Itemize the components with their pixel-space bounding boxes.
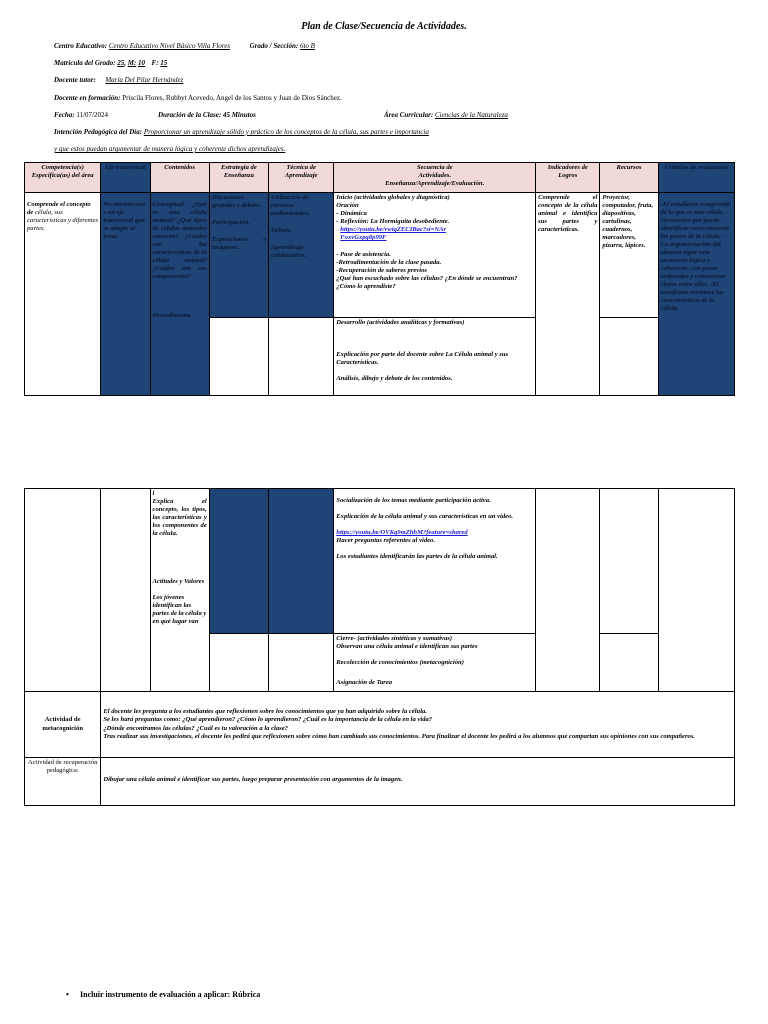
tecnica-cell xyxy=(269,193,334,318)
col-indicadores: Indicadores de Logros xyxy=(536,163,600,193)
inicio-dinamica: - Dinámica xyxy=(336,210,367,218)
recursos-text: Proyector, computador, fruta, diapositivas, cartulinas, cuadernos, marcadores, pizarra, lápices. xyxy=(602,194,654,250)
centro-label: Centro Educativo: xyxy=(54,42,108,50)
col-criterios: Criterios de evaluación xyxy=(658,163,734,193)
desarrollo-cell xyxy=(334,318,536,396)
inicio-retro: -Retroalimentación de la clase pasada. xyxy=(336,259,442,267)
intencion-line1: Proporcionar un aprendizaje sólido y práctico de los conceptos de la célula, sus partes e importancia xyxy=(143,128,429,136)
desarrollo-preguntas: Hacer preguntas referentes al video. xyxy=(336,537,435,545)
col-secuencia xyxy=(334,163,536,193)
f-label: F: xyxy=(151,59,159,67)
inicio-oracion: Oración xyxy=(336,202,359,210)
header-intencion-line xyxy=(54,128,429,136)
desarrollo-explicacion: Explicación por parte del docente sobre La Célula animal y sus Características. xyxy=(336,351,509,367)
header-intencion-line2 xyxy=(54,145,285,153)
page-title: Plan de Clase/Secuencia de Actividades. xyxy=(301,21,467,32)
recursos-cell xyxy=(600,193,658,318)
estrategia-cell xyxy=(209,193,268,318)
criterios-text: -El estudiante comprende de lo que es una célula. -Demuestra que puede identificar correctamente las partes de la célula. -La argumentación del alumno sigue una secuencia lógica y coherente, con pasos ordenados y conexiones claras entre ellos. -El estudiante reconoce las características de la célula. xyxy=(660,201,731,313)
header-fecha-line xyxy=(54,111,108,119)
recuperacion-label: Actividad de recuperación pedagógica: xyxy=(25,758,101,806)
eje-cont xyxy=(101,489,150,692)
docente-formacion-value: Priscila Flores, Rubbyt Acevedo, Angel de los Santos y Juan de Dios Sánchez. xyxy=(122,94,342,102)
col-competencia: Competencia(s) Específica(as) del área xyxy=(25,163,101,193)
tecnica-cont-empty xyxy=(269,634,334,692)
estrategia-1: Discusiones grupales y debate. xyxy=(211,194,261,210)
cierre-observan: Observan una célula animal e identifican sus partes xyxy=(336,643,478,651)
metacognicion-row xyxy=(25,692,735,758)
col-contenidos: Contenidos xyxy=(150,163,209,193)
centro-value: Centro Educativo Nivel Básico Villa Flores xyxy=(108,42,231,50)
cierre-title: Cierre- (actividades sintéticas y sumativas) xyxy=(336,635,453,642)
competencia-bold: Comprende el concepto de xyxy=(27,201,91,217)
desarrollo-title: Desarrollo (actividades analíticas y formativas) xyxy=(336,319,465,326)
metacognicion-line1: El docente les pregunta a los estudiantes que reflexionen sobre los conocimientos que ya han adquirido sobre la célula. xyxy=(103,708,427,716)
main-plan-table xyxy=(24,162,735,396)
intencion-label: Intención Pedagógica del Día: xyxy=(54,128,143,136)
area-label: Área Curricular: xyxy=(384,111,434,119)
tecnica-empty xyxy=(269,318,334,396)
m-value: 10 xyxy=(138,59,146,67)
col-estrategia: Estrategia de Enseñanza xyxy=(209,163,268,193)
docente-tutor-label: Docente tutor: xyxy=(54,76,96,84)
contenidos-cell xyxy=(150,193,209,396)
header-area xyxy=(384,111,508,119)
metacognicion-line2: Se les hará preguntas como: ¿Qué aprendieron? ¿Cómo lo aprendieron? ¿Cuál es la importancia de la célula en la vida? xyxy=(103,716,433,724)
header-formacion-line xyxy=(54,94,342,102)
continuation-table xyxy=(24,488,735,806)
contenidos-cont xyxy=(150,489,209,692)
tecnica-2: Debate. xyxy=(271,227,292,235)
contenidos-actitudes: Actitudes y Valores xyxy=(152,578,205,586)
grado-label: Grado / Sección: xyxy=(249,42,299,50)
matricula-total: 25 xyxy=(117,59,125,67)
header-duracion xyxy=(158,111,256,119)
competencia-rest: célula, sus características y diferentes partes. xyxy=(27,209,99,233)
tecnica-3: Aprendizaje colaborativo. xyxy=(271,244,307,260)
recursos-empty xyxy=(600,318,658,396)
desarrollo-analisis: Análisis, dibujo y debate de los contenidos. xyxy=(336,375,453,383)
criterios-cont xyxy=(658,489,734,692)
recuperacion-row xyxy=(25,758,735,806)
m-label: M: xyxy=(127,59,137,67)
estrategia-cont xyxy=(209,489,268,634)
table-row xyxy=(25,193,735,318)
desarrollo-video: Explicación de la célula animal y sus características en un video. xyxy=(336,513,514,521)
contenidos-explica: Explica el concepto, los tipos, las características y los componentes de la célula. xyxy=(152,498,207,538)
estrategia-2: Participación. xyxy=(211,219,251,227)
area-value: Ciencias de la Naturaleza xyxy=(434,111,508,119)
inicio-reflexion: - Reflexión: La Hormiguita desobediente. xyxy=(336,218,450,226)
inicio-asistencia: - Pase de asistencia. xyxy=(336,251,391,259)
inicio-video-link[interactable]: https://youtu.be/vwigZECIBac?si=NArFoxvGxpg8p99F xyxy=(340,226,447,242)
col-secuencia-l1: Secuencia de xyxy=(416,164,453,171)
cierre-recoleccion: Recolección de conocimientos (metacognición) xyxy=(336,659,464,667)
docente-formacion-label: Docente en formación: xyxy=(54,94,121,102)
table-row xyxy=(25,489,735,634)
cierre-tarea: Asignación de Tarea xyxy=(336,679,393,687)
intencion-line2: y que estos puedan argumentar de manera lógica y coherente dichos aprendizajes. xyxy=(54,145,286,153)
matricula-label: Matrícula del Grado: xyxy=(54,59,116,67)
estrategia-empty xyxy=(209,318,268,396)
indicadores-cell xyxy=(536,193,600,396)
col-secuencia-l3: Enseñanza/Aprendizaje/Evaluación. xyxy=(385,180,485,188)
col-secuencia-l2: Actividades. xyxy=(418,172,452,180)
cierre-cell xyxy=(334,634,536,692)
eje-cell xyxy=(101,193,150,396)
contenidos-conceptual: Conceptual ¿Qué es una célula animal? ¿Qué tipos de células animales conocen? ¿Cuáles son las características de la célula animal? ¿Cuáles son sus componentes? xyxy=(152,201,207,281)
indicadores-text: Comprende el concepto de la célula animal e identifica sus partes y características. xyxy=(538,194,598,234)
criterios-cell xyxy=(658,193,734,396)
inicio-cell xyxy=(334,193,536,318)
competencia-cell xyxy=(25,193,101,396)
estrategia-3: Exposiciones e imágenes. xyxy=(211,236,267,252)
metacognicion-text xyxy=(101,692,735,758)
inicio-title: Inicio (actividades globales y diagnóstica) xyxy=(336,194,450,201)
f-value: 15 xyxy=(160,59,168,67)
inicio-recuperacion: -Recuperación de saberes previos xyxy=(336,267,427,275)
col-recursos: Recursos xyxy=(600,163,658,193)
fecha-label: Fecha: xyxy=(54,111,75,119)
desarrollo-identificar: Los estudiantes identificarán las partes de la célula animal. xyxy=(336,553,498,561)
docente-tutor-value: María Del Pilar Hernández xyxy=(105,76,184,84)
contenidos-cont-l: l xyxy=(152,490,155,497)
indicadores-cont xyxy=(536,489,600,692)
metacognicion-label: Actividad de metacognición xyxy=(25,692,101,758)
contenidos-jovenes: Los jóvenes identifican las partes de la célula y en qué lugar van xyxy=(152,594,207,626)
desarrollo-socializacion: Socialización de los temas mediante participación activa. xyxy=(336,497,491,504)
recuperacion-text: Dibujar una célula animal e identificar sus partes, luego preparar presentación con argumentos de la imagen. xyxy=(101,758,735,806)
desarrollo-video-link[interactable]: https://youtu.be/OVKq9mZhhM?feature=shared xyxy=(336,529,468,537)
header-tutor-line xyxy=(54,76,183,84)
header-matricula-line: Matrícula del Grado: 25, M: 10 F: 15 xyxy=(54,59,168,67)
metacognicion-line3: ¿Dónde encontramos las células? ¿Cuál es tu valoración a la clase? xyxy=(103,724,288,732)
estrategia-cont-empty xyxy=(209,634,268,692)
recursos-cont xyxy=(600,489,658,634)
metacognicion-line4: Tras realizar sus investigaciones, el docente les pedirá que reflexionen sobre cómo han cambiado sus conocimientos. Para finalizar el docente les pedirá a los alumnos que compartan sus opiniones con sus compañeros. xyxy=(103,732,696,740)
col-eje: Eje transversal xyxy=(101,163,150,193)
footer-bullet-text: Incluir instrumento de evaluación a aplicar: Rúbrica xyxy=(80,990,261,999)
tecnica-cont xyxy=(269,489,334,634)
recursos-cont-empty xyxy=(600,634,658,692)
competencia-cont xyxy=(25,489,101,692)
fecha-value: 11/07/2024 xyxy=(76,111,108,119)
table-header-row xyxy=(25,163,735,193)
desarrollo-cont-cell xyxy=(334,489,536,634)
contenidos-procedimental: Procedimenta xyxy=(152,312,191,320)
header-centro-line xyxy=(54,42,315,50)
footer-bullet xyxy=(66,990,260,999)
col-tecnica: Técnica de Aprendizaje xyxy=(269,163,334,193)
duracion-label: Duración de la Clase: xyxy=(158,111,222,119)
tecnica-1: Utilización de recursos audiovisuales. xyxy=(271,194,310,218)
inicio-preguntas: ¿Qué han escuchado sobre las células? ¿En dónde se encuentran? ¿Cómo lo aprendiste? xyxy=(336,275,518,291)
eje-text: No encontramo s un eje transversal que se adapte al tema. xyxy=(103,201,146,241)
grado-value: 6to B xyxy=(299,42,315,50)
duracion-value: 45 Minutos xyxy=(222,111,256,119)
